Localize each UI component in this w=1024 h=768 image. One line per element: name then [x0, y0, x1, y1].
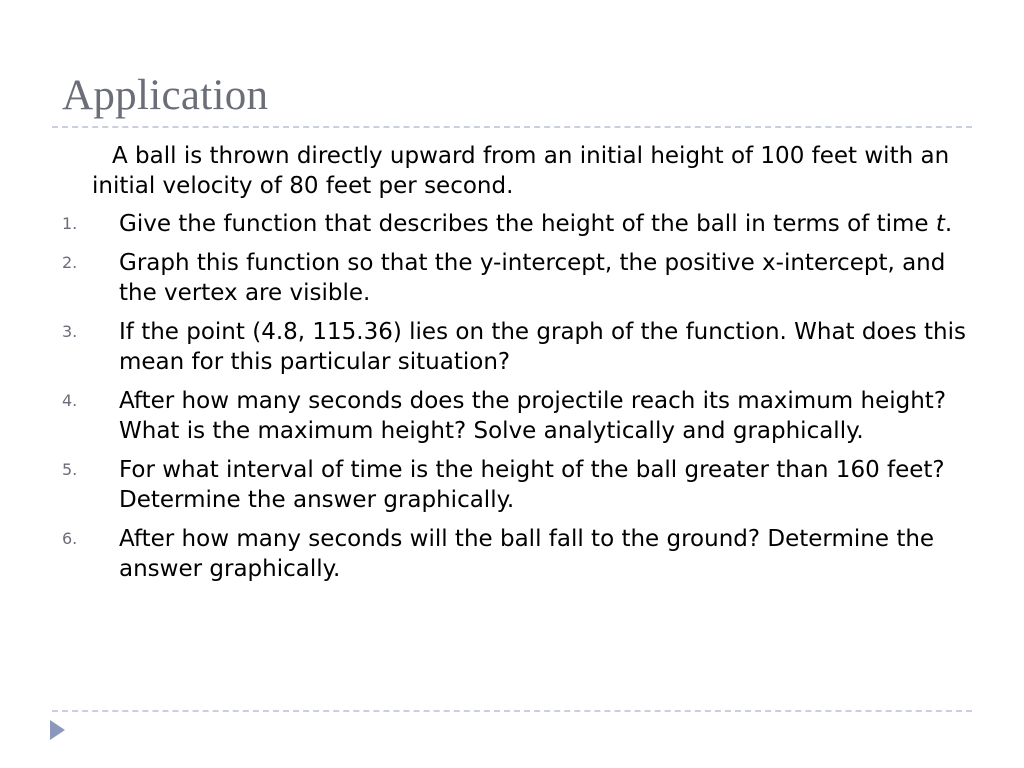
list-item	[0, 455, 1000, 515]
item-text: If the point (4.8, 115.36) lies on the graph of the function. What does this mean for this particular situation?	[119, 319, 966, 375]
item-text-main: Give the function that describes the height of the ball in terms of time	[119, 211, 929, 237]
list-item	[0, 209, 1000, 239]
list-item	[0, 524, 1000, 584]
item-text: After how many seconds will the ball fall to the ground? Determine the answer graphically.	[119, 526, 935, 582]
item-number: 1.	[62, 214, 78, 233]
item-number: 3.	[62, 322, 78, 341]
title-divider	[52, 126, 972, 128]
item-number: 2.	[62, 253, 78, 272]
item-number: 5.	[62, 460, 78, 479]
item-text: Graph this function so that the y-intercept, the positive x-intercept, and the vertex are visible.	[119, 250, 946, 306]
list-item	[0, 317, 1000, 377]
list-item	[0, 386, 1000, 446]
variable-t: t	[935, 211, 945, 237]
item-number: 6.	[62, 529, 78, 548]
problem-list	[0, 209, 1000, 593]
footer-divider	[52, 710, 972, 712]
item-number: 4.	[62, 391, 78, 410]
problem-intro: A ball is thrown directly upward from an initial height of 100 feet with an initial velocity of 80 feet per second.	[92, 143, 950, 199]
list-item	[0, 248, 1000, 308]
item-text	[119, 209, 969, 239]
play-arrow-icon[interactable]	[50, 720, 65, 740]
item-text: For what interval of time is the height of the ball greater than 160 feet? Determine the answer graphically.	[119, 457, 945, 513]
item-text: After how many seconds does the projectile reach its maximum height? What is the maximum height? Solve analytically and graphically.	[119, 388, 947, 444]
item-text-suffix: .	[944, 211, 953, 237]
slide-title: Application	[62, 72, 269, 119]
